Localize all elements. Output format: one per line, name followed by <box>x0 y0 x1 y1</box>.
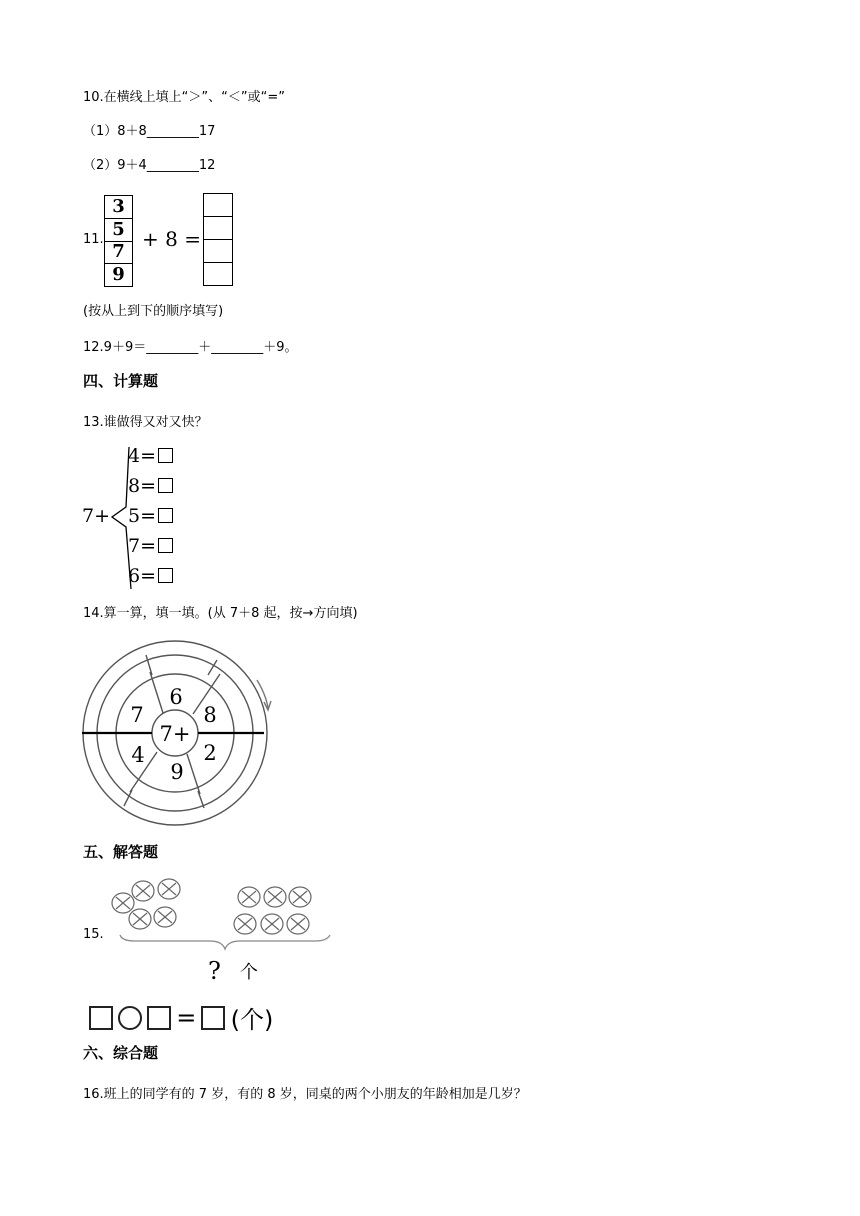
q13-row <box>128 475 173 497</box>
q16-text: 16.班上的同学有的 7 岁，有的 8 岁，同桌的两个小朋友的年龄相加是几岁？ <box>83 1087 527 1102</box>
q13-row-label: 6= <box>128 565 157 587</box>
q12-text: 12.9＋9＝________＋________＋9。 <box>83 340 298 355</box>
operator-circle[interactable] <box>118 1006 142 1030</box>
answer-box[interactable] <box>89 1006 113 1030</box>
q13-row <box>128 565 173 587</box>
answer-box[interactable] <box>158 448 173 463</box>
q15-unit: 个 <box>240 962 258 983</box>
q14-wheel-diagram <box>80 640 280 830</box>
q11-number: 11. <box>83 232 104 247</box>
answer-box[interactable] <box>204 263 232 286</box>
q10-item-2: （2）9＋4________12 <box>83 158 216 173</box>
answer-box[interactable] <box>147 1006 171 1030</box>
stack-cell: 5 <box>105 219 132 242</box>
q13-row-label: 4= <box>128 445 157 467</box>
answer-box[interactable] <box>204 240 232 263</box>
answer-box[interactable] <box>158 478 173 493</box>
answer-box[interactable] <box>158 508 173 523</box>
q13-row-label: 8= <box>128 475 157 497</box>
q13-row <box>128 505 173 527</box>
stack-cell: 9 <box>105 264 132 287</box>
q13-row <box>128 445 173 467</box>
wheel-center-label: 7+ <box>159 722 191 746</box>
wheel-number: 4 <box>131 743 145 767</box>
q10-item-1: （1）8＋8________17 <box>83 124 216 139</box>
q15-number: 15. <box>83 927 104 942</box>
q11-answer-boxes <box>203 193 233 286</box>
answer-box[interactable] <box>204 194 232 217</box>
answer-box[interactable] <box>158 538 173 553</box>
stack-cell: 3 <box>105 196 132 219</box>
section-5-title: 五、解答题 <box>83 843 159 861</box>
section-6-title: 六、综合题 <box>83 1044 159 1062</box>
q15-question-mark: ? <box>208 957 221 985</box>
q15-equation <box>89 1000 274 1034</box>
wheel-number: 9 <box>170 760 184 784</box>
q13-row-label: 7= <box>128 535 157 557</box>
q14-title: 14.算一算，填一填。(从 7＋8 起，按→方向填) <box>83 606 358 621</box>
q10-title: 10.在横线上填上“＞”、“＜”或“=” <box>83 90 285 105</box>
wheel-number: 7 <box>130 703 144 727</box>
wheel-number: 8 <box>203 703 217 727</box>
section-4-title: 四、计算题 <box>83 372 159 390</box>
answer-box[interactable] <box>201 1006 225 1030</box>
q11-number-stack <box>104 195 133 287</box>
stack-cell: 7 <box>105 241 132 264</box>
answer-box[interactable] <box>204 217 232 240</box>
q11-operation: + 8 = <box>142 227 201 251</box>
answer-box[interactable] <box>158 568 173 583</box>
q13-title: 13.谁做得又对又快？ <box>83 415 208 430</box>
equals-sign: = <box>176 1003 197 1032</box>
q13-row-label: 5= <box>128 505 157 527</box>
wheel-number: 6 <box>169 685 183 709</box>
q11-note: (按从上到下的顺序填写) <box>83 304 224 319</box>
wheel-number: 2 <box>203 741 217 765</box>
q13-row <box>128 535 173 557</box>
q15-unit-paren: (个) <box>230 1006 274 1034</box>
q15-group-diagram <box>105 875 340 955</box>
q13-prefix: 7+ <box>82 505 111 527</box>
